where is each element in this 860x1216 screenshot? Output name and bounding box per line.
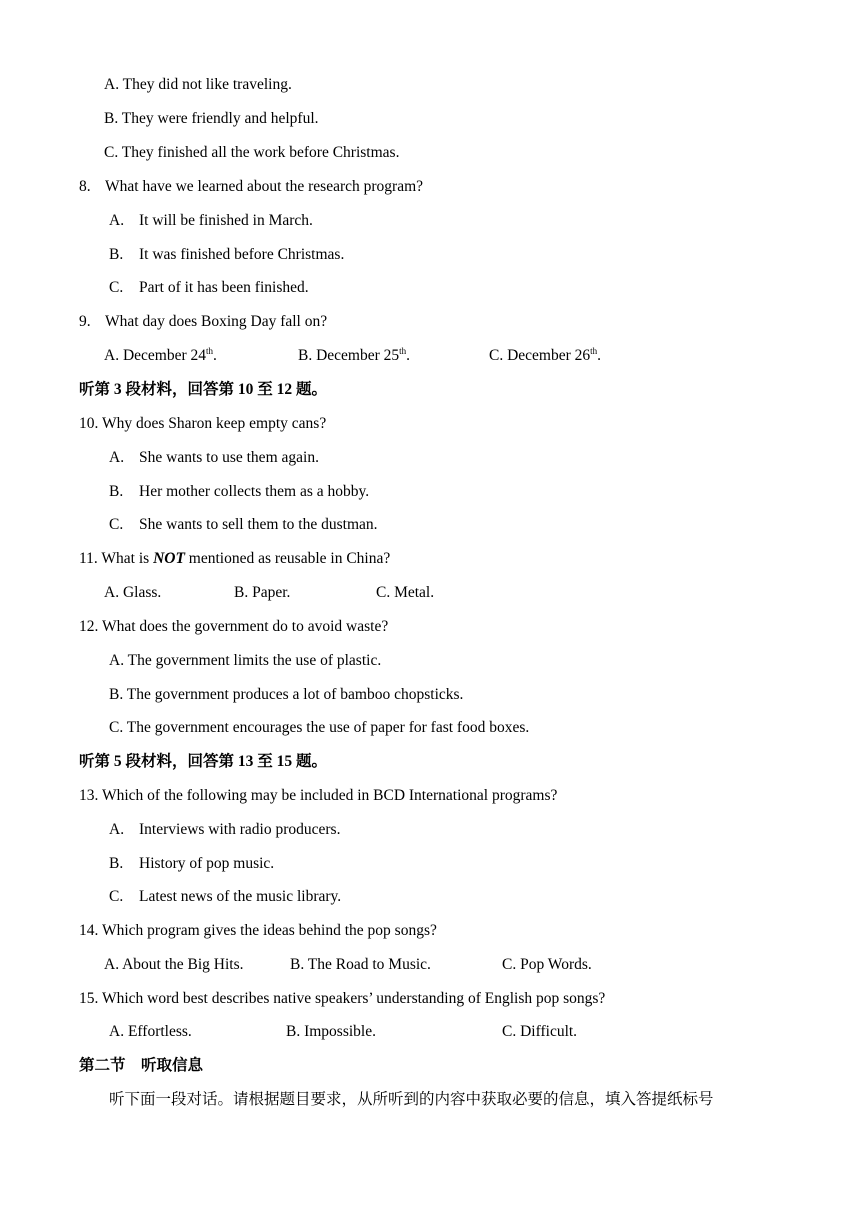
option-text: She wants to use them again. [139,449,319,466]
option-punct: . [597,347,602,364]
option-letter: B. [109,246,124,263]
q14-option-a: A. About the Big Hits. [104,956,244,973]
q12-option-c: C. The government encourages the use of paper for fast food boxes. [109,719,530,736]
q15-stem: 15. Which word best describes native speakers’ understanding of English pop songs? [79,990,606,1007]
option-letter: A. [109,821,125,838]
q11-option-b: B. Paper. [234,584,291,601]
q9-stem [79,312,327,332]
ordinal-suffix: th [590,345,598,356]
option-letter: C. [109,279,124,296]
q9-number: 9. [79,313,91,330]
q9-stem-text: What day does Boxing Day fall on? [105,313,328,330]
q10-option-c [109,515,378,535]
ordinal-suffix: th [206,345,214,356]
option-letter: A. [109,212,125,229]
q8-stem [79,177,423,197]
q14-option-c: C. Pop Words. [502,956,592,973]
stem-emphasis: NOT [153,550,185,567]
q8-option-a [109,211,313,231]
option-text: C. December 26 [489,347,591,364]
option-text: It was finished before Christmas. [139,246,345,263]
ordinal-suffix: th [399,345,407,356]
q9-option-b [298,346,410,366]
q10-option-b [109,482,369,502]
q15-option-b: B. Impossible. [286,1023,376,1040]
stem-text: mentioned as reusable in China? [184,550,391,567]
q11-option-a: A. Glass. [104,584,162,601]
q10-stem: 10. Why does Sharon keep empty cans? [79,415,327,432]
q8-stem-text: What have we learned about the research program? [105,178,424,195]
part-2-heading: 第二节 听取信息 [79,1057,204,1074]
q13-option-b [109,854,274,874]
q7-option-c: C. They finished all the work before Christmas. [104,144,400,161]
q9-option-c [489,346,601,366]
option-letter: C. [109,516,124,533]
q13-stem: 13. Which of the following may be included in BCD International programs? [79,787,558,804]
q11-stem [79,549,390,569]
option-text: Part of it has been finished. [139,279,309,296]
option-letter: B. [109,483,124,500]
q8-number: 8. [79,178,91,195]
option-letter: B. [109,855,124,872]
option-text: A. December 24 [104,347,206,364]
option-text: It will be finished in March. [139,212,313,229]
option-text: B. December 25 [298,347,400,364]
q15-option-a: A. Effortless. [109,1023,192,1040]
q13-option-c [109,887,341,907]
q14-option-b: B. The Road to Music. [290,956,431,973]
option-text: Latest news of the music library. [139,888,342,905]
option-punct: . [406,347,411,364]
q15-option-c: C. Difficult. [502,1023,578,1040]
part-2-instruction: 听下面一段对话。请根据题目要求，从所听到的内容中获取必要的信息，填入答提纸标号 [109,1091,714,1108]
q7-option-a: A. They did not like traveling. [104,76,292,93]
q12-option-b: B. The government produces a lot of bamboo chopsticks. [109,686,464,703]
q8-option-c [109,278,309,298]
option-text: Her mother collects them as a hobby. [139,483,370,500]
section-5-heading: 听第 5 段材料，回答第 13 至 15 题。 [79,753,328,770]
option-letter: C. [109,888,124,905]
option-letter: A. [109,449,125,466]
option-text: Interviews with radio producers. [139,821,341,838]
option-text: She wants to sell them to the dustman. [139,516,378,533]
option-punct: . [213,347,217,364]
q13-option-a [109,820,340,840]
q10-option-a [109,448,319,468]
stem-text: 11. What is [79,550,154,567]
q12-option-a: A. The government limits the use of plastic. [109,652,382,669]
q12-stem: 12. What does the government do to avoid waste? [79,618,389,635]
q11-option-c: C. Metal. [376,584,435,601]
q14-stem: 14. Which program gives the ideas behind the pop songs? [79,922,437,939]
section-3-heading: 听第 3 段材料，回答第 10 至 12 题。 [79,381,328,398]
q8-option-b [109,245,344,265]
q9-option-a [104,346,217,366]
q7-option-b: B. They were friendly and helpful. [104,110,319,127]
option-text: History of pop music. [139,855,275,872]
